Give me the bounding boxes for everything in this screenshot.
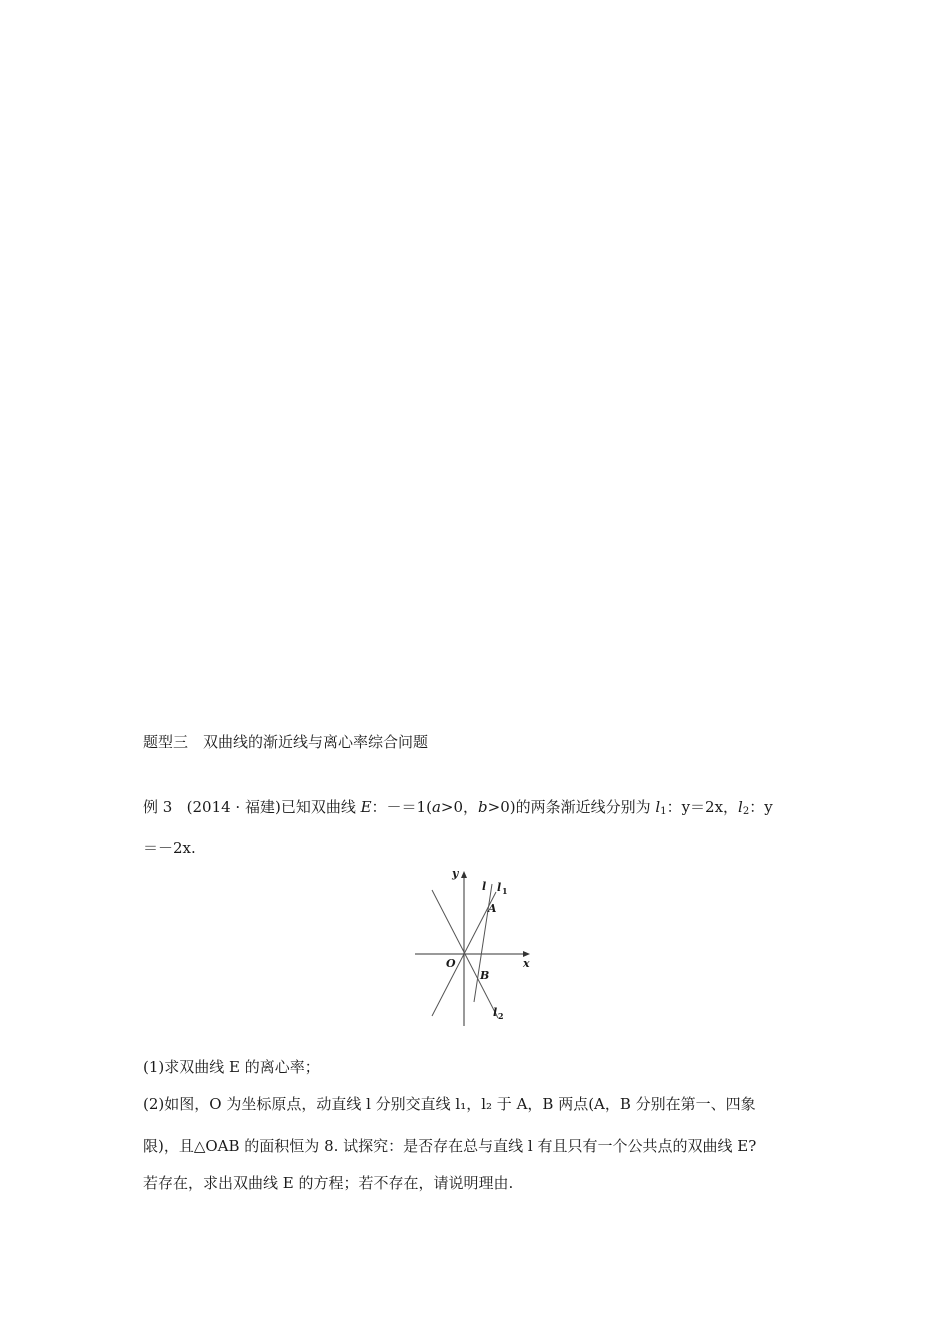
line-l2-subscript: 2 bbox=[498, 1011, 504, 1021]
example-label: 例 3 bbox=[143, 798, 173, 816]
example-source: (2014 · 福建) bbox=[186, 798, 281, 816]
example-statement-line1 bbox=[143, 797, 773, 817]
origin-label: O bbox=[446, 957, 456, 970]
line-l1-label: l bbox=[497, 881, 502, 894]
point-b-label: B bbox=[480, 969, 490, 982]
cond-b: >0)的两条渐近线分别为 bbox=[487, 798, 656, 816]
figure-svg bbox=[410, 862, 535, 1030]
hyperbola-figure bbox=[410, 862, 535, 1030]
y-axis-arrow-icon bbox=[461, 871, 467, 878]
example-statement-line2: ＝－2x. bbox=[143, 839, 196, 857]
line-l-label: l bbox=[482, 880, 487, 893]
asymptote2-name: l bbox=[738, 798, 743, 816]
y-axis-label: y bbox=[452, 867, 459, 880]
asymptote1-eq: ：y＝2x， bbox=[666, 798, 739, 816]
asymptote2-sub: 2 bbox=[742, 806, 750, 817]
question-2-line2: 限)，且△OAB 的面积恒为 8. 试探究：是否存在总与直线 l 有且只有一个公共点的双曲线 E? bbox=[143, 1137, 757, 1155]
question-2-line3: 若存在，求出双曲线 E 的方程；若不存在，请说明理由. bbox=[143, 1174, 514, 1192]
point-a-label: A bbox=[488, 902, 497, 915]
example-intro: 已知双曲线 bbox=[280, 798, 361, 816]
line-l1-subscript: 1 bbox=[502, 886, 508, 896]
x-axis-label: x bbox=[523, 957, 530, 970]
asymptote1-sub: 1 bbox=[660, 806, 667, 817]
cond-a: >0， bbox=[440, 798, 479, 816]
asymptote1-name: l bbox=[655, 798, 661, 816]
var-b: b bbox=[478, 798, 488, 816]
var-a: a bbox=[431, 798, 441, 816]
line-l2-label: l bbox=[493, 1006, 498, 1019]
asymptote2-eq: ：y bbox=[749, 798, 773, 816]
question-1: (1)求双曲线 E 的离心率； bbox=[143, 1058, 320, 1076]
section-title: 题型三 双曲线的渐近线与离心率综合问题 bbox=[143, 733, 429, 751]
equation-text: ：－＝1( bbox=[371, 798, 432, 816]
question-2-line1: (2)如图，O 为坐标原点，动直线 l 分别交直线 l₁，l₂ 于 A，B 两点(A，B 分别在第一、四象 bbox=[143, 1095, 756, 1113]
curve-name: E bbox=[360, 798, 372, 816]
